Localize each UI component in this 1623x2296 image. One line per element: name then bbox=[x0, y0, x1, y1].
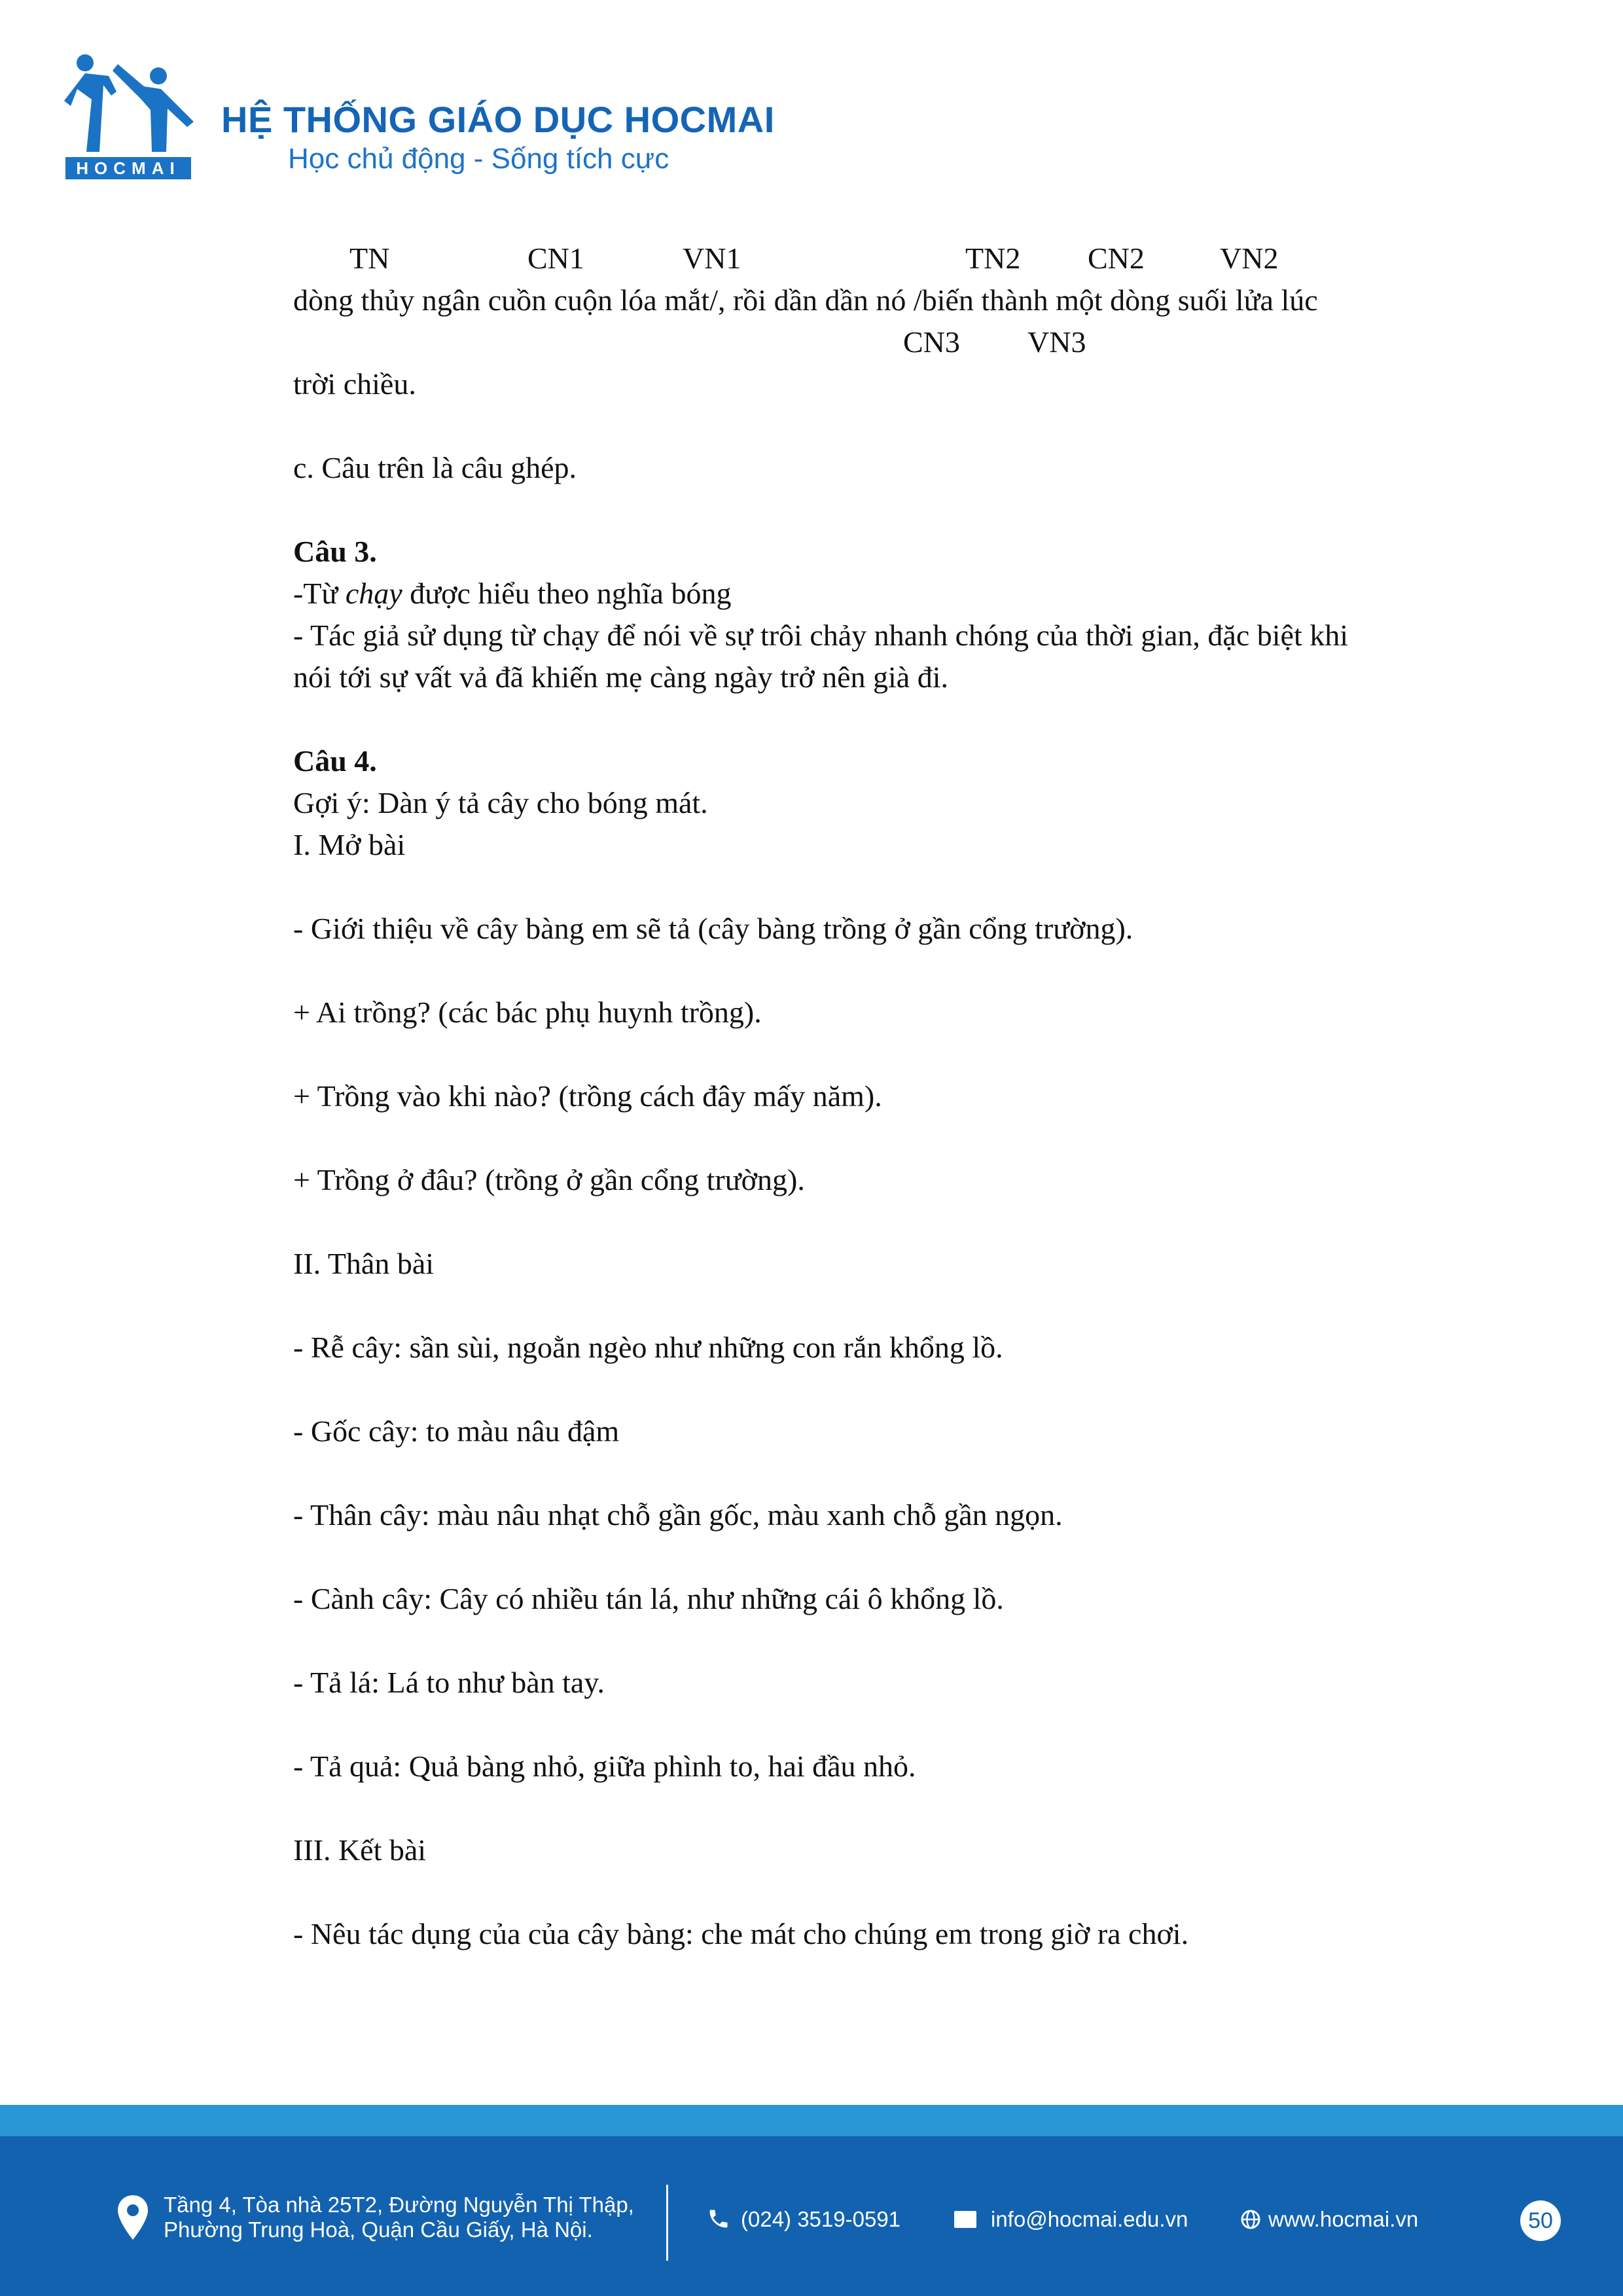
annotation-vn3: VN3 bbox=[1027, 325, 1086, 359]
list-item: - Rễ cây: sần sùi, ngoằn ngèo như những con rắn khổng lồ. bbox=[293, 1331, 1003, 1364]
list-item: - Gốc cây: to màu nâu đậm bbox=[293, 1414, 620, 1448]
email-icon bbox=[954, 2211, 976, 2228]
footer-address bbox=[164, 2193, 634, 2242]
list-item: - Tả quả: Quả bàng nhỏ, giữa phình to, hai đầu nhỏ. bbox=[293, 1749, 916, 1783]
annotation-tn2: TN2 bbox=[965, 242, 1021, 275]
annotation-cn1: CN1 bbox=[527, 242, 584, 275]
cau3-heading: Câu 3. bbox=[293, 535, 377, 568]
annotation-cn2: CN2 bbox=[1088, 242, 1145, 275]
annotation-vn1: VN1 bbox=[683, 242, 741, 275]
annotation-vn2: VN2 bbox=[1220, 242, 1279, 275]
cau3-line-3: nói tới sự vất vả đã khiến mẹ càng ngày trở nên già đi. bbox=[293, 660, 948, 694]
cau4-hint: Gợi ý: Dàn ý tả cây cho bóng mát. bbox=[293, 786, 708, 819]
address-line-2: Phường Trung Hoà, Quận Cầu Giấy, Hà Nội. bbox=[164, 2217, 593, 2242]
cau3-line-1-prefix: -Từ bbox=[293, 577, 346, 610]
list-item: - Nêu tác dụng của của cây bàng: che mát cho chúng em trong giờ ra chơi. bbox=[293, 1917, 1189, 1950]
list-item: - Thân cây: màu nâu nhạt chỗ gần gốc, màu xanh chỗ gần ngọn. bbox=[293, 1498, 1063, 1532]
address-line-1: Tầng 4, Tòa nhà 25T2, Đường Nguyễn Thị Thập, bbox=[164, 2193, 634, 2217]
section-mo-bai: I. Mở bài bbox=[293, 828, 406, 861]
section-ket-bai: III. Kết bài bbox=[293, 1833, 427, 1867]
answer-c: c. Câu trên là câu ghép. bbox=[293, 451, 577, 484]
list-item: + Ai trồng? (các bác phụ huynh trồng). bbox=[293, 996, 762, 1029]
sentence-line-2: trời chiều. bbox=[293, 367, 416, 401]
list-item: + Trồng ở đâu? (trồng ở gần cổng trường). bbox=[293, 1163, 805, 1196]
list-item: + Trồng vào khi nào? (trồng cách đây mấy năm). bbox=[293, 1079, 882, 1113]
section-than-bai: II. Thân bài bbox=[293, 1247, 435, 1280]
cau4-heading: Câu 4. bbox=[293, 744, 377, 778]
footer-email[interactable]: info@hocmai.edu.vn bbox=[991, 2207, 1188, 2231]
annotation-tn: TN bbox=[349, 242, 390, 275]
annotation-cn3: CN3 bbox=[903, 325, 960, 359]
page-number-badge: 50 bbox=[1520, 2200, 1561, 2241]
list-item: - Tả lá: Lá to như bàn tay. bbox=[293, 1666, 605, 1699]
footer-stripe bbox=[0, 2105, 1623, 2136]
logo-text: HOCMAI bbox=[76, 158, 181, 178]
cau3-italic-word: chạy bbox=[345, 577, 402, 610]
footer-divider bbox=[666, 2185, 668, 2261]
footer-website[interactable]: www.hocmai.vn bbox=[1268, 2207, 1419, 2231]
location-pin-icon bbox=[118, 2195, 148, 2240]
globe-icon bbox=[1241, 2210, 1260, 2229]
cau3-line-1 bbox=[293, 579, 731, 609]
list-item: - Giới thiệu về cây bàng em sẽ tả (cây bàng trồng ở gần cổng trường). bbox=[293, 912, 1133, 945]
list-item: - Cành cây: Cây có nhiều tán lá, như những cái ô khổng lồ. bbox=[293, 1582, 1004, 1615]
phone-icon bbox=[707, 2207, 730, 2231]
sentence-line-1: dòng thủy ngân cuồn cuộn lóa mắt/, rồi dần dần nó /biến thành một dòng suối lửa lúc bbox=[293, 283, 1318, 317]
footer-phone[interactable]: (024) 3519-0591 bbox=[741, 2207, 901, 2231]
brand-title: HỆ THỐNG GIÁO DỤC HOCMAI bbox=[221, 99, 775, 140]
cau3-line-2: - Tác giả sử dụng từ chạy để nói về sự trôi chảy nhanh chóng của thời gian, đặc biệt khi bbox=[293, 619, 1348, 652]
brand-slogan: Học chủ động - Sống tích cực bbox=[288, 143, 669, 175]
cau3-line-1-suffix: được hiểu theo nghĩa bóng bbox=[402, 577, 732, 610]
